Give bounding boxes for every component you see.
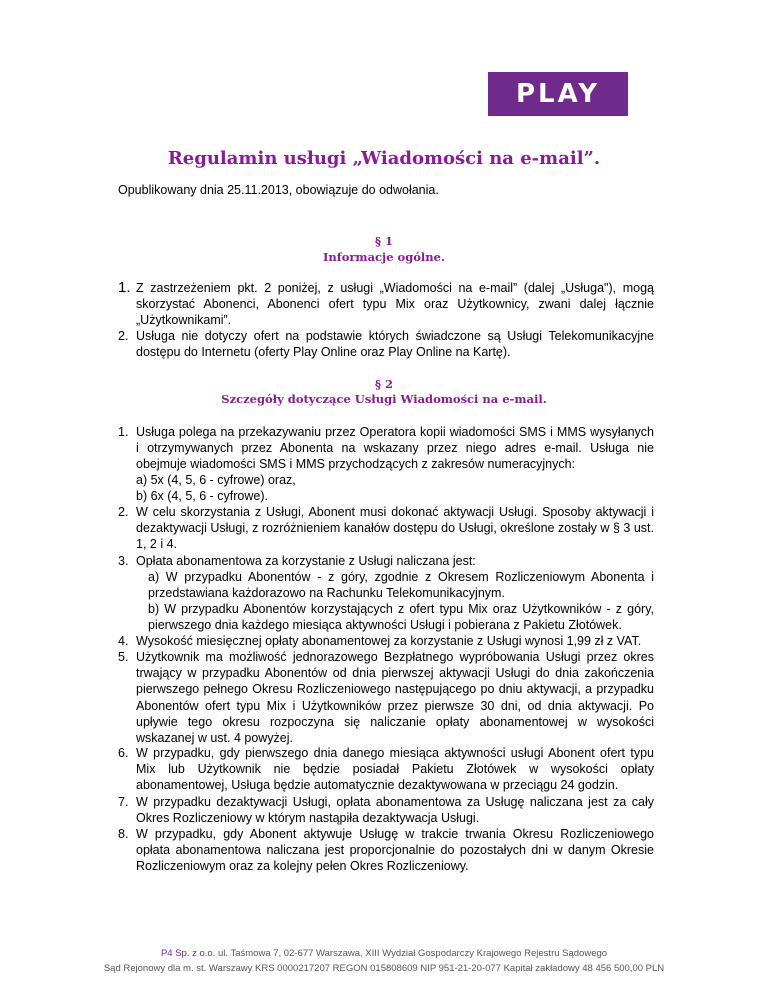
s2-item-5-text: Użytkownik ma możliwość jednorazowego Bezpłatnego wypróbowania Usługi przez okres trwający w przypadku Abonentów od dnia pierwszej aktywacji Usługi do dnia zakończenia pierwszego pełnego Okresu Rozliczeniowego następującego po dniu aktywacji, a przypadku Abonentów ofert typu Mix i Użytkowników przez pierwsze 30 dni, od dnia aktywacji. Po upływie tego okresu rozpoczyna się naliczanie opłaty abonamentowej w wysokości wskazanej w ust. 4 powyżej. <box>136 650 654 746</box>
s2-item-3-number: 3. <box>118 554 129 568</box>
s2-item-4-text: Wysokość miesięcznej opłaty abonamentowej za korzystanie z Usługi wynosi 1,99 zł z VAT. <box>136 634 642 648</box>
s2-item-2-text: W celu skorzystania z Usługi, Abonent musi dokonać aktywacji Usługi. Sposoby aktywacji i dezaktywacji Usługi, z rozróżnieniem kanałów dostępu do Usługi, określone zostały w § 3 ust. 1, 2 i 4. <box>136 505 654 552</box>
s1-item-2-text: Usługa nie dotyczy ofert na podstawie których świadczone są Usługi Telekomunikacyjne dostępu do Internetu (oferty Play Online oraz Play Online na Kartę). <box>136 329 654 360</box>
s2-item-3a: a) W przypadku Abonentów - z góry, zgodnie z Okresem Rozliczeniowym Abonenta i przedstawiana każdorazowo na Rachunku Telekomunikacyjnym. <box>148 570 654 601</box>
section-2-header: § 2 <box>374 377 394 391</box>
section-1-subtitle: Informacje ogólne. <box>323 250 445 264</box>
s2-item-3-text: Opłata abonamentowa za korzystanie z Usługi naliczana jest: <box>136 554 476 568</box>
s2-item-1b: b) 6x (4, 5, 6 - cyfrowe). <box>136 489 268 503</box>
section-2-subtitle: Szczegóły dotyczące Usługi Wiadomości na e-mail. <box>221 392 547 406</box>
s2-item-1a: a) 5x (4, 5, 6 - cyfrowe) oraz, <box>136 473 296 487</box>
logo-text: PLAY <box>515 79 601 109</box>
s1-item-2-number: 2. <box>118 329 129 343</box>
s2-item-1-text: Usługa polega na przekazywaniu przez Operatora kopii wiadomości SMS i MMS wysyłanych i otrzymywanych przez Abonenta na wskazany przez niego adres e-mail. Usługa nie obejmuje wiadomości SMS i MMS przychodzących z zakresów numeracyjnych: <box>136 425 654 472</box>
s2-item-7-number: 7. <box>118 795 129 809</box>
s1-item-1-text: Z zastrzeżeniem pkt. 2 poniżej, z usługi „Wiadomości na e-mail” (dalej „Usługa"), mogą skorzystać Abonenci, Abonenci ofert typu Mix oraz Użytkownicy, zwani dalej łącznie „Użytkownikami”. <box>136 281 654 328</box>
document-title: Regulamin usługi „Wiadomości na e-mail”. <box>167 148 601 169</box>
footer-line-1 <box>0 946 768 961</box>
s2-item-4-number: 4. <box>118 634 129 648</box>
play-logo <box>488 72 628 116</box>
s2-item-1-number: 1. <box>118 425 129 439</box>
section-1-header: § 1 <box>374 234 394 248</box>
s2-item-8-number: 8. <box>118 827 129 841</box>
s2-item-6-text: W przypadku, gdy pierwszego dnia danego miesiąca aktywności usługi Abonent ofert typu Mix lub Użytkownik nie będzie posiadał Pakietu Złotówek w wysokości opłaty abonamentowej, Usługa będzie automatycznie dezaktywowana w przeciągu 24 godzin. <box>136 746 654 793</box>
footer-address: ul. Taśmowa 7, 02-677 Warszawa, XIII Wydział Gospodarczy Krajowego Rejestru Sądowego <box>215 948 608 959</box>
s2-item-6-number: 6. <box>118 746 129 760</box>
s1-item-1-number: 1. <box>118 279 131 296</box>
footer-line-2: Sąd Rejonowy dla m. st. Warszawy KRS 0000217207 REGON 015808609 NIP 951-21-20-077 Kapitał zakładowy 48 456 500,00 PLN <box>103 963 665 974</box>
s2-item-2-number: 2. <box>118 505 129 519</box>
publication-date: Opublikowany dnia 25.11.2013, obowiązuje do odwołania. <box>118 183 439 197</box>
s2-item-7-text: W przypadku dezaktywacji Usługi, opłata abonamentowa za Usługę naliczana jest za cały Okres Rozliczeniowy w którym nastąpiła dezaktywacja Usługi. <box>136 795 654 826</box>
s2-item-5-number: 5. <box>118 650 129 664</box>
footer-company: P4 Sp. z o.o. <box>160 948 216 959</box>
s2-item-3b: b) W przypadku Abonentów korzystających z ofert typu Mix oraz Użytkowników - z góry, pierwszego dnia każdego miesiąca aktywności Usługi i pobierana z Pakietu Złotówek. <box>148 602 654 633</box>
s2-item-8-text: W przypadku, gdy Abonent aktywuje Usługę w trakcie trwania Okresu Rozliczeniowego opłata abonamentowa naliczana jest proporcjonalnie do pozostałych dni w danym Okresie Rozliczeniowym oraz za kolejny pełen Okres Rozliczeniowy. <box>136 827 654 874</box>
